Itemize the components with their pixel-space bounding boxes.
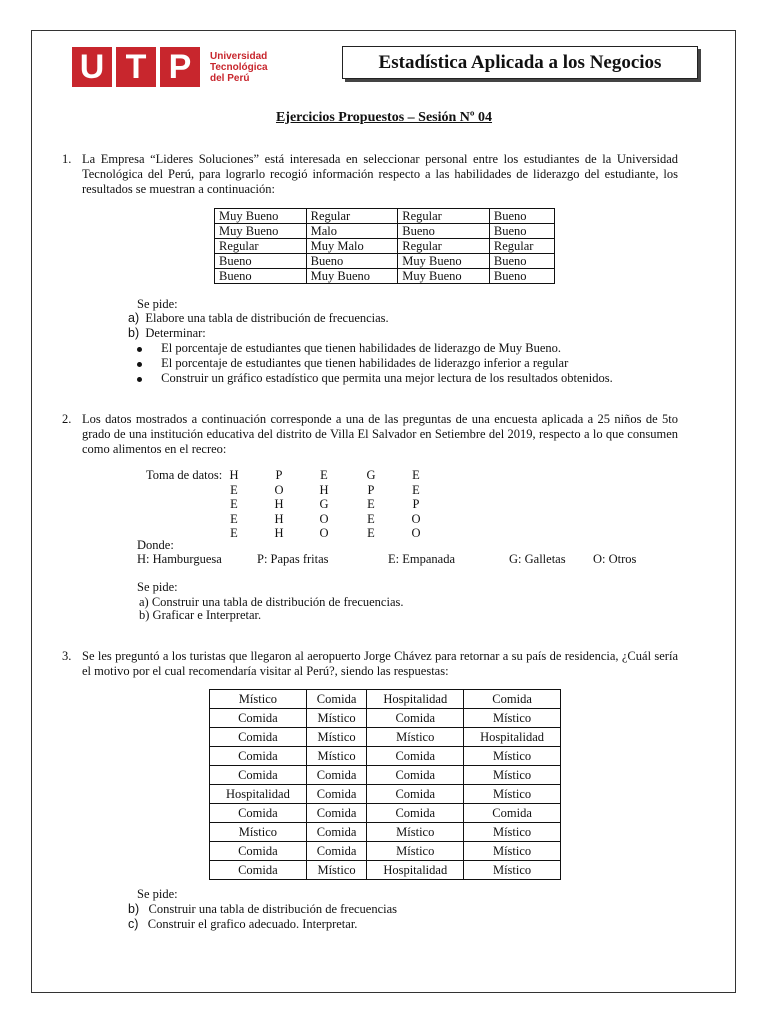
q1-item-a: a) Elabore una tabla de distribución de frecuencias. [128,311,389,325]
table-row [210,861,561,880]
q1-item-b: b) Determinar: [128,326,206,340]
data-letter: P [275,468,283,482]
q2-donde: Donde: [137,538,174,552]
table-cell: Regular [398,209,490,224]
data-letter: G [319,497,329,511]
table-cell: Bueno [489,224,554,239]
table-cell: Muy Bueno [398,269,490,284]
table-cell: Comida [367,785,464,804]
data-letter: H [274,497,284,511]
data-letter: E [412,468,420,482]
data-letter: E [230,511,238,526]
table-cell: Místico [464,823,561,842]
table-cell: Comida [367,747,464,766]
table-cell: Bueno [215,269,307,284]
data-letter: E [230,482,238,497]
table-cell: Místico [367,842,464,861]
table-row [210,766,561,785]
data-letter: O [319,511,329,526]
table-row [215,224,555,239]
q1-bullet-1: El porcentaje de estudiantes que tienen habilidades de liderazgo de Muy Bueno. [137,341,561,356]
table-cell: Bueno [306,254,398,269]
table-cell: Malo [306,224,398,239]
table-cell: Comida [306,823,367,842]
data-letter: H [274,511,284,526]
table-cell: Comida [210,709,307,728]
table-cell: Muy Bueno [215,209,307,224]
data-letter: E [230,526,238,540]
table-row [215,209,555,224]
session-subtitle: Ejercicios Propuestos – Sesión Nº 04 [275,110,493,125]
q2-toma-label: Toma de datos: [146,468,223,482]
q3-table [209,689,561,880]
table-cell: Comida [306,842,367,861]
table-cell: Regular [398,239,490,254]
logo-letter-t: T [116,47,156,87]
bullet-icon [137,377,142,382]
data-letter: E [230,497,238,511]
table-row [215,269,555,284]
table-row [210,728,561,747]
bullet-icon [137,347,142,352]
table-row [210,747,561,766]
table-cell: Místico [464,747,561,766]
table-cell: Místico [306,728,367,747]
bullet-icon [137,362,142,367]
table-cell: Comida [210,861,307,880]
data-letter: E [320,468,328,482]
table-cell: Comida [367,804,464,823]
question-1: 1. La Empresa “Lideres Soluciones” está interesada en seleccionar personal entre los estudiantes de la Universidad Tecnológica del Perú, para lograrlo recogió información respecto a las habilidades de liderazgo del estudiante, los resultados se muestran a continuación: [62,152,678,196]
table-cell: Hospitalidad [367,861,464,880]
table-row [215,254,555,269]
table-cell: Comida [210,804,307,823]
table-cell: Regular [306,209,398,224]
table-row [210,823,561,842]
data-letter: E [367,511,375,526]
table-cell: Comida [306,804,367,823]
table-cell: Místico [306,747,367,766]
table-cell: Místico [464,766,561,785]
table-cell: Místico [367,823,464,842]
data-letter: P [367,482,375,497]
data-letter: P [412,497,420,511]
question-3: 3. Se les preguntó a los turistas que llegaron al aeropuerto Jorge Chávez para retornar a su país de residencia, ¿Cuál sería el motivo por el cual recomendaría visitar al Perú?, siendo las respuestas: [62,649,678,678]
q2-item-b: b) Graficar e Interpretar. [139,608,262,622]
table-row [210,690,561,709]
table-cell: Bueno [398,224,490,239]
table-cell: Hospitalidad [464,728,561,747]
table-cell: Comida [210,728,307,747]
table-cell: Místico [464,785,561,804]
q2-item-a: a) Construir una tabla de distribución de frecuencias. [139,595,404,609]
table-cell: Muy Bueno [306,269,398,284]
table-cell: Comida [210,842,307,861]
course-title: Estadística Aplicada a los Negocios [342,46,698,79]
data-letter: G [366,468,376,482]
utp-logo [72,47,268,87]
table-row [210,804,561,823]
q3-se-pide: Se pide: [137,887,178,901]
table-cell: Místico [210,823,307,842]
data-letter: O [274,482,284,497]
table-cell: Místico [464,861,561,880]
table-cell: Comida [210,766,307,785]
data-letter: E [412,482,420,497]
q1-bullet-3: Construir un gráfico estadístico que permita una mejor lectura de los resultados obtenidos. [137,371,613,386]
data-letter: E [367,497,375,511]
table-cell: Bueno [489,269,554,284]
table-cell: Muy Bueno [215,224,307,239]
table-cell: Comida [210,747,307,766]
q1-se-pide: Se pide: [137,297,178,311]
data-letter: H [229,468,239,482]
table-cell: Comida [306,766,367,785]
logo-letter-u: U [72,47,112,87]
table-cell: Comida [306,690,367,709]
table-row [215,239,555,254]
q2-legend-h: H: Hamburguesa [137,552,222,566]
table-cell: Místico [464,709,561,728]
table-cell: Comida [464,804,561,823]
data-letter: O [411,511,421,526]
table-cell: Hospitalidad [367,690,464,709]
table-cell: Místico [210,690,307,709]
table-cell: Bueno [489,254,554,269]
table-row [210,709,561,728]
table-cell: Místico [306,861,367,880]
table-cell: Regular [215,239,307,254]
table-cell: Místico [464,842,561,861]
q2-legend-g: G: Galletas [509,552,566,566]
table-cell: Bueno [489,209,554,224]
table-row [210,842,561,861]
table-cell: Hospitalidad [210,785,307,804]
q1-bullet-2: El porcentaje de estudiantes que tienen habilidades de liderazgo inferior a regular [137,356,568,371]
question-2: 2. Los datos mostrados a continuación corresponde a una de las preguntas de una encuesta aplicada a 25 niños de 5to grado de una institución educativa del distrito de Villa El Salvador en Setiembre del 2019, respecto a lo que consumen como alimentos en el recreo: [62,412,678,456]
q1-table [214,208,555,284]
q2-legend-e: E: Empanada [388,552,455,566]
table-cell: Comida [367,766,464,785]
table-cell: Regular [489,239,554,254]
table-cell: Místico [367,728,464,747]
data-letter: O [319,526,329,540]
table-cell: Muy Bueno [398,254,490,269]
data-letter: O [411,526,421,540]
table-cell: Comida [367,709,464,728]
table-cell: Muy Malo [306,239,398,254]
table-cell: Comida [306,785,367,804]
table-row [210,785,561,804]
data-letter: H [319,482,329,497]
data-letter: H [274,526,284,540]
table-cell: Bueno [215,254,307,269]
q2-se-pide: Se pide: [137,580,178,594]
q2-legend-p: P: Papas fritas [257,552,329,566]
q3-item-c: c) Construir el grafico adecuado. Interpretar. [128,917,358,931]
table-cell: Místico [306,709,367,728]
q3-item-b: b) Construir una tabla de distribución de frecuencias [128,902,398,916]
logo-text: Universidad Tecnológica del Perú [210,50,268,84]
logo-letter-p: P [160,47,200,87]
data-letter: E [367,526,375,540]
q2-legend-o: O: Otros [593,552,637,566]
table-cell: Comida [464,690,561,709]
